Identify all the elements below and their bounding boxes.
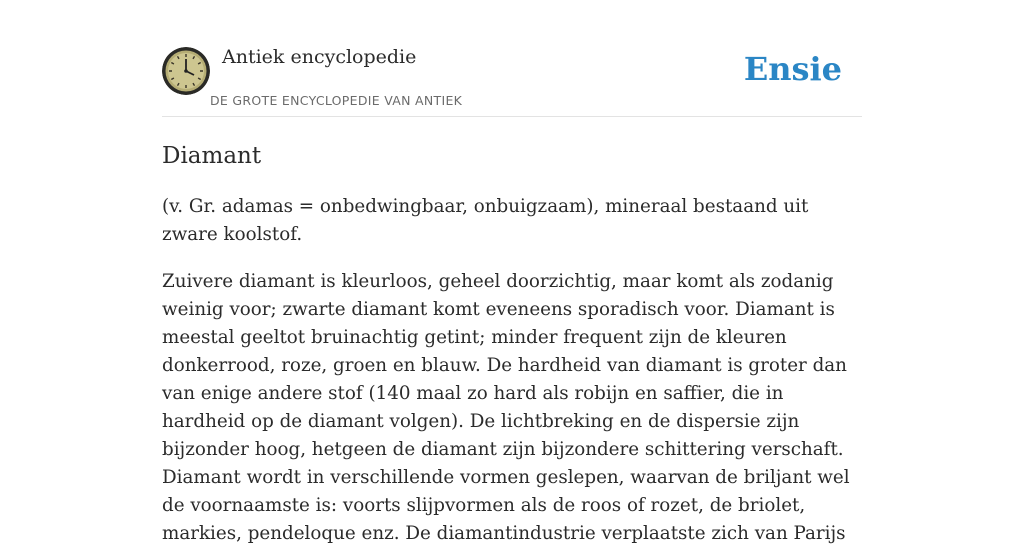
ensie-brand-link[interactable]: Ensie: [743, 50, 842, 88]
article-body: Zuivere diamant is kleurloos, geheel doorzichtig, maar komt als zodanig weinig voor; zwarte diamant komt eveneens sporadisch voor. Diamant is meestal geeltot bruinachtig getint; minder frequent zijn de kleuren donkerrood, roze, groen en blauw. De hardheid van diamant is groter dan van enige andere stof (140 maal zo hard als robijn en saffier, die in hardheid op de diamant volgen). De lichtbreking en de dispersie zijn bijzonder hoog, hetgeen de diamant zijn bijzondere schittering verschaft. Diamant wordt in verschillende vormen geslepen, waarvan de briljant wel de voornaamste is: voorts slijpvormen als de roos of rozet, de briolet, markies, pendeloque enz. De diamantindustrie verplaatste zich van Parijs: [162, 271, 850, 544]
page: [162, 0, 862, 548]
article-intro: (v. Gr. adamas = onbedwingbaar, onbuigzaam), mineraal bestaand uit zware koolstof.: [162, 196, 809, 245]
site-subtitle: DE GROTE ENCYCLOPEDIE VAN ANTIEK: [210, 93, 463, 108]
site-header: [162, 0, 862, 117]
site-title[interactable]: Antiek encyclopedie: [222, 46, 417, 68]
article-title: Diamant: [162, 143, 262, 169]
site-logo[interactable]: [162, 47, 210, 95]
clock-icon: [162, 47, 210, 95]
